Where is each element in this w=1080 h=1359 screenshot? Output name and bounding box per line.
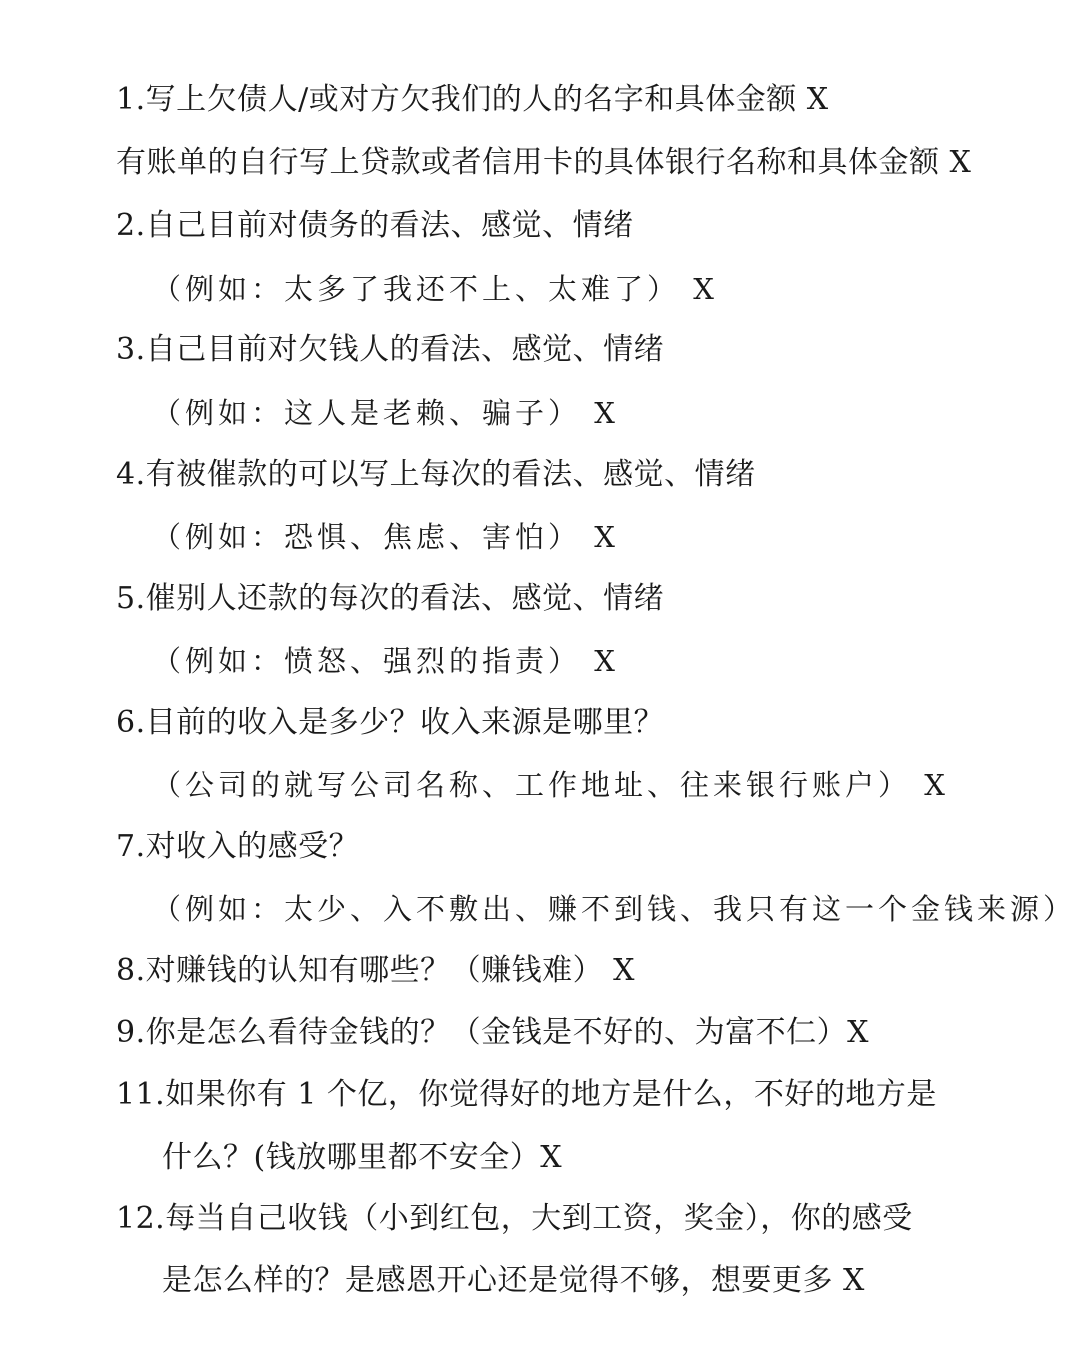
line-6-income-question: 6.目前的收入是多少？收入来源是哪里？ — [116, 705, 665, 740]
line-8-earning-beliefs: 8.对赚钱的认知有哪些？（赚钱难） X — [116, 953, 636, 988]
line-7-example: （例如：太少、入不敷出、赚不到钱、我只有这一个金钱来源） — [152, 892, 1077, 926]
line-5-example: （例如：愤怒、强烈的指责） X — [152, 644, 619, 678]
line-12-continued: 是怎么样的？是感恩开心还是觉得不够，想要更多 X — [162, 1263, 865, 1298]
line-1-debtor-names: 1.写上欠债人/或对方欠我们的人的名字和具体金额 X — [116, 82, 829, 117]
line-3-borrower-feelings: 3.自己目前对欠钱人的看法、感觉、情绪 — [116, 332, 665, 367]
line-3-example: （例如：这人是老赖、骗子） X — [152, 396, 619, 430]
line-4-collection-feelings: 4.有被催款的可以写上每次的看法、感觉、情绪 — [116, 457, 756, 492]
line-6-example: （公司的就写公司名称、工作地址、往来银行账户） X — [152, 768, 949, 802]
line-12-receiving-money: 12.每当自己收钱（小到红包，大到工资，奖金），你的感受 — [116, 1201, 913, 1236]
line-11-continued: 什么？(钱放哪里都不安全）X — [162, 1140, 563, 1175]
line-1-bank-bills: 有账单的自行写上贷款或者信用卡的具体银行名称和具体金额 X — [116, 145, 972, 180]
line-7-income-feelings: 7.对收入的感受？ — [116, 829, 360, 864]
line-2-debt-feelings: 2.自己目前对债务的看法、感觉、情绪 — [116, 208, 634, 243]
line-11-hundred-million: 11.如果你有 1 个亿，你觉得好的地方是什么，不好的地方是 — [116, 1077, 937, 1112]
line-4-example: （例如：恐惧、焦虑、害怕） X — [152, 520, 619, 554]
line-9-money-view: 9.你是怎么看待金钱的？（金钱是不好的、为富不仁）X — [116, 1015, 869, 1050]
line-2-example: （例如：太多了我还不上、太难了） X — [152, 272, 718, 306]
line-5-urging-feelings: 5.催别人还款的每次的看法、感觉、情绪 — [116, 581, 665, 616]
